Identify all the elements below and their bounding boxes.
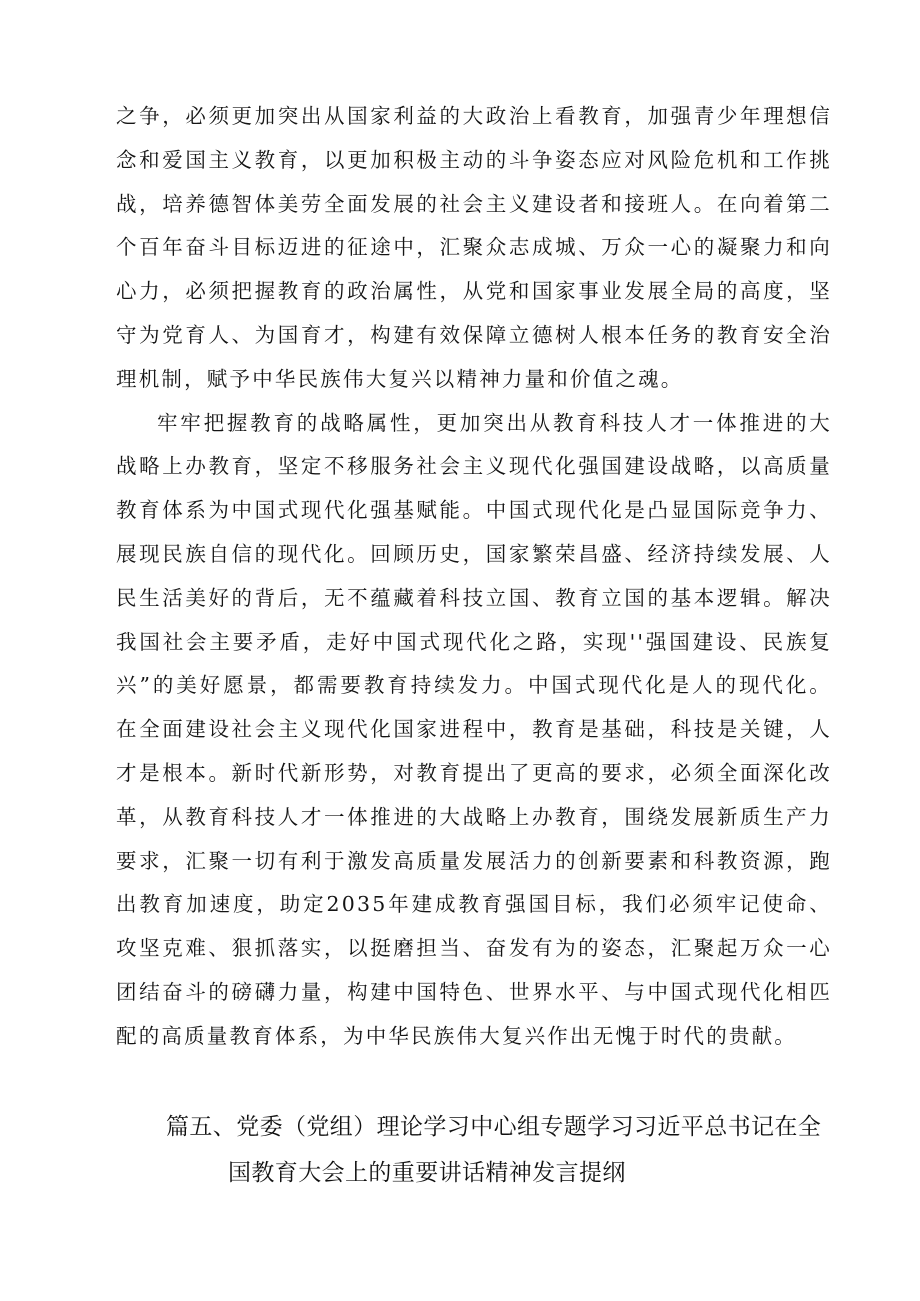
section-heading — [166, 1104, 826, 1196]
paragraph-1 — [116, 95, 832, 402]
paragraph-line: 我国社会主要矛盾，走好中国式现代化之路，实现''强国建设、民族复 — [116, 629, 832, 654]
paragraph-line: 高质量教育体系，为中华民族伟大复兴作出无愧于时代的贵献。 — [161, 1023, 798, 1048]
paragraph-line: 在全面建设社会主义现代化国家进程中，教育是基础，科技是关键，人 — [116, 717, 832, 742]
paragraph-line: 个百年奋斗目标迈进的征途中，汇聚众志成城、万众一心的凝聚力和向 — [116, 235, 832, 260]
paragraph-line: 战，培养德智体美劳全面发展的社会主义建设者和接班人。在向着第二 — [116, 191, 832, 216]
paragraph-line: 牢牢把握教育的战略属性，更加突出从教育科技人才一体推进的大 — [157, 410, 832, 435]
paragraph-line: 兴”的美好愿景，都需要教育持续发力。中国式现代化是人的现代化。 — [116, 673, 832, 698]
paragraph-line: 才是根本。新时代新形势，对教育提出了更高的要求，必须全面深化改 — [116, 760, 832, 785]
paragraph-2 — [116, 402, 832, 1059]
heading-line-1: 篇五、党委（党组）理论学习中心组专题学习习近平总书记在全 — [166, 1114, 822, 1140]
paragraph-line: 之争，必须更加突出从国家利益的大政治上看教育，加强青少年理想信 — [116, 104, 832, 128]
paragraph-line: 革，从教育科技人才一体推进的大战略上办教育，围绕发展新质生产力 — [116, 804, 832, 829]
paragraph-line: 战略上办教育，坚定不移服务社会主义现代化强国建设战略，以高质量 — [116, 454, 832, 479]
paragraph-line: 念和爱国主义教育，以更加积极主动的斗争姿态应对风险危机和工作挑 — [116, 147, 832, 172]
paragraph-line: 展现民族自信的现代化。回顾历史，国家繁荣昌盛、经济持续发展、人 — [116, 541, 832, 566]
paragraph-line: 奋斗的磅礴力量，构建中国特色、世界水平、与中国式现代化相匹配的 — [116, 979, 832, 1048]
heading-line-2: 国教育大会上的重要讲话精神发言提纲 — [228, 1160, 626, 1186]
paragraph-line: 克难、狠抓落实，以挺磨担当、奋发有为的姿态，汇聚起万众一心团结 — [116, 936, 832, 1004]
paragraph-line: 民生活美好的背后，无不蕴藏着科技立国、教育立国的基本逻辑。解决 — [116, 585, 832, 610]
paragraph-line: 教育体系为中国式现代化强基赋能。中国式现代化是凸显国际竞争力、 — [116, 498, 832, 523]
paragraph-line: 理机制，赋予中华民族伟大复兴以精神力量和价值之魂。 — [116, 366, 684, 391]
body-text — [116, 95, 832, 1059]
paragraph-line: 要求，汇聚一切有利于激发高质量发展活力的创新要素和科教资源，跑出 — [116, 848, 832, 917]
paragraph-line: 心力，必须把握教育的政治属性，从党和国家事业发展全局的高度，坚 — [116, 279, 832, 304]
paragraph-line: 教育加速度，助定2035年建成教育强国目标，我们必须牢记使命、攻坚 — [116, 892, 833, 961]
paragraph-line: 守为党育人、为国育才，构建有效保障立德树人根本任务的教育安全治 — [116, 322, 832, 347]
